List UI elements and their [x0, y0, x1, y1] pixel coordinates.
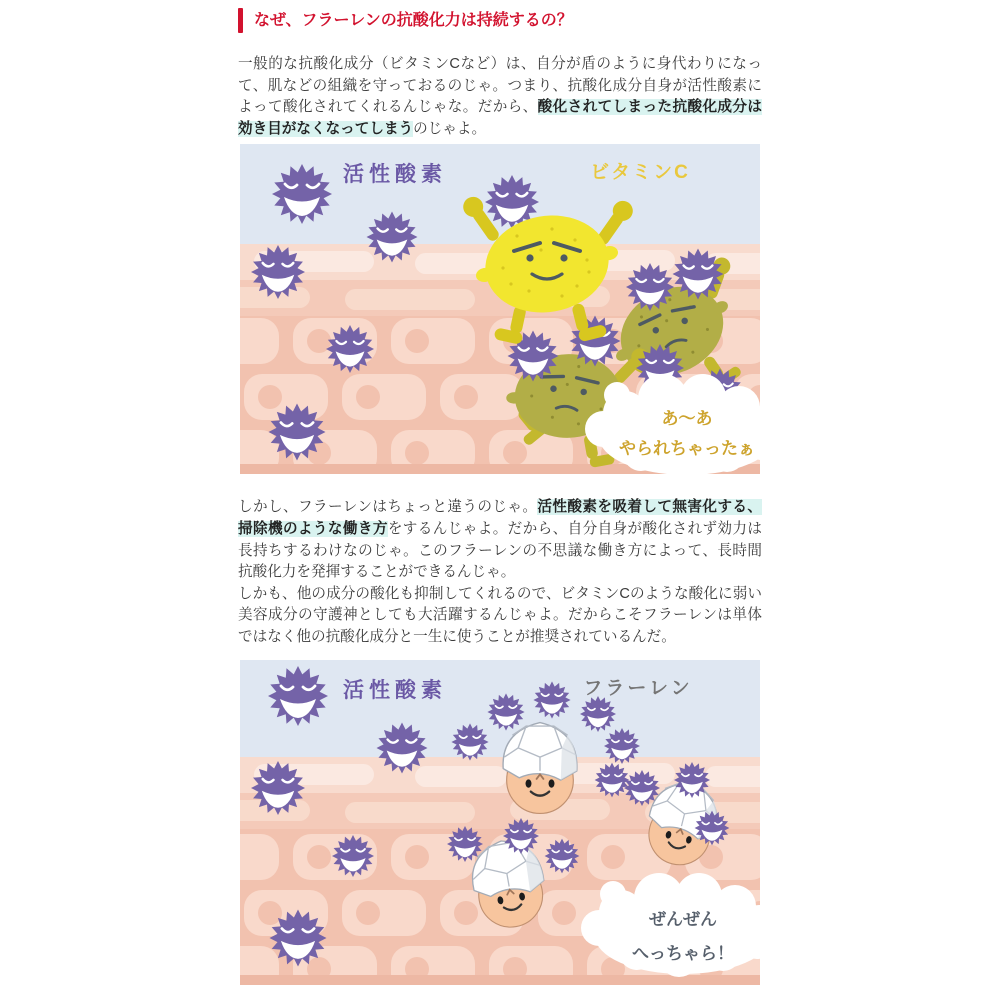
paragraph1-text: 一般的な抗酸化成分（ビタミンCなど）は、自分が盾のように身代わりになって、肌などの組織を守っておるのじゃ。つまり、抗酸化成分自身が活性酸素によって酸化されてくれるんじゃな。だから、 [238, 56, 762, 116]
absorbed-active-oxygen-icon [533, 681, 570, 718]
illustration1-svg [240, 144, 760, 474]
label-active-oxygen: 活性酸素 [343, 163, 447, 187]
active-oxygen-icon [269, 404, 326, 461]
fullerene-character [503, 722, 577, 813]
active-oxygen-icon [367, 212, 418, 263]
bubble1-line2: やられちゃったぁ [619, 439, 755, 459]
active-oxygen-icon [626, 263, 674, 311]
illustration-vitaminc-oxidized [240, 144, 762, 474]
label-vitamin-c: ビタミンC [590, 162, 690, 184]
absorbed-active-oxygen-icon [451, 723, 488, 760]
active-oxygen-icon [377, 722, 428, 773]
illustration2-svg [240, 660, 760, 985]
paragraph-antioxidant-explanation [238, 54, 762, 140]
label-fullerene: フラーレン [583, 677, 693, 699]
absorbed-active-oxygen-icon [695, 810, 730, 845]
absorbed-active-oxygen-icon [487, 693, 524, 730]
paragraph1-text-end: のじゃよ。 [413, 120, 487, 137]
absorbed-active-oxygen-icon [545, 838, 580, 873]
absorbed-active-oxygen-icon [580, 696, 616, 732]
active-oxygen-icon [251, 761, 305, 815]
paragraph2-text: しかし、フラーレンはちょっと違うのじゃ。 [238, 499, 538, 516]
absorbed-active-oxygen-icon [604, 728, 640, 764]
active-oxygen-icon [673, 249, 724, 300]
absorbed-active-oxygen-icon [447, 826, 483, 862]
illustration-fullerene-absorbing [240, 660, 762, 985]
article-content [238, 0, 762, 985]
active-oxygen-icon [270, 909, 327, 966]
active-oxygen-icon [332, 835, 374, 877]
active-oxygen-icon [326, 325, 374, 373]
bubble2-line1: ぜんぜん [649, 909, 717, 929]
paragraph1-highlight: 酸化されてしまった抗酸化成分は効き目がなくなってしまう [238, 99, 762, 137]
absorbed-active-oxygen-icon [624, 770, 660, 806]
paragraph2-text-line2: しかも、他の成分の酸化も抑制してくれるので、ビタミンCのような酸化に弱い美容成分の守護神としても大活躍するんじゃよ。だからこそフラーレンは単体ではなく他の抗酸化成分と一生に使うことが推奨されているんだ。 [238, 585, 762, 645]
paragraph2-highlight: 活性酸素を吸着して無害化する、掃除機のような働き方 [238, 499, 762, 537]
absorbed-active-oxygen-icon [503, 818, 539, 854]
bubble1-line1: あ〜あ [661, 409, 713, 429]
absorbed-active-oxygen-icon [595, 762, 630, 797]
active-oxygen-icon [251, 245, 305, 299]
label-active-oxygen: 活性酸素 [343, 678, 447, 702]
paragraph-fullerene-explanation [238, 497, 762, 648]
paragraph2-text-mid: をするんじゃよ。だから、自分自身が酸化されず効力は長持ちするわけなのじゃ。このフラーレンの不思議な働き方によって、長時間抗酸化力を発揮することができるんじゃ。 [238, 520, 762, 581]
bubble2-line2: へっちゃら！ [632, 943, 734, 963]
heading-accent-bar [238, 8, 243, 33]
absorbed-active-oxygen-icon [674, 762, 710, 798]
active-oxygen-icon [268, 666, 328, 726]
heading-title: なぜ、フラーレンの抗酸化力は持続するの？ [254, 11, 573, 29]
active-oxygen-icon [272, 164, 332, 224]
section-heading [238, 8, 762, 33]
